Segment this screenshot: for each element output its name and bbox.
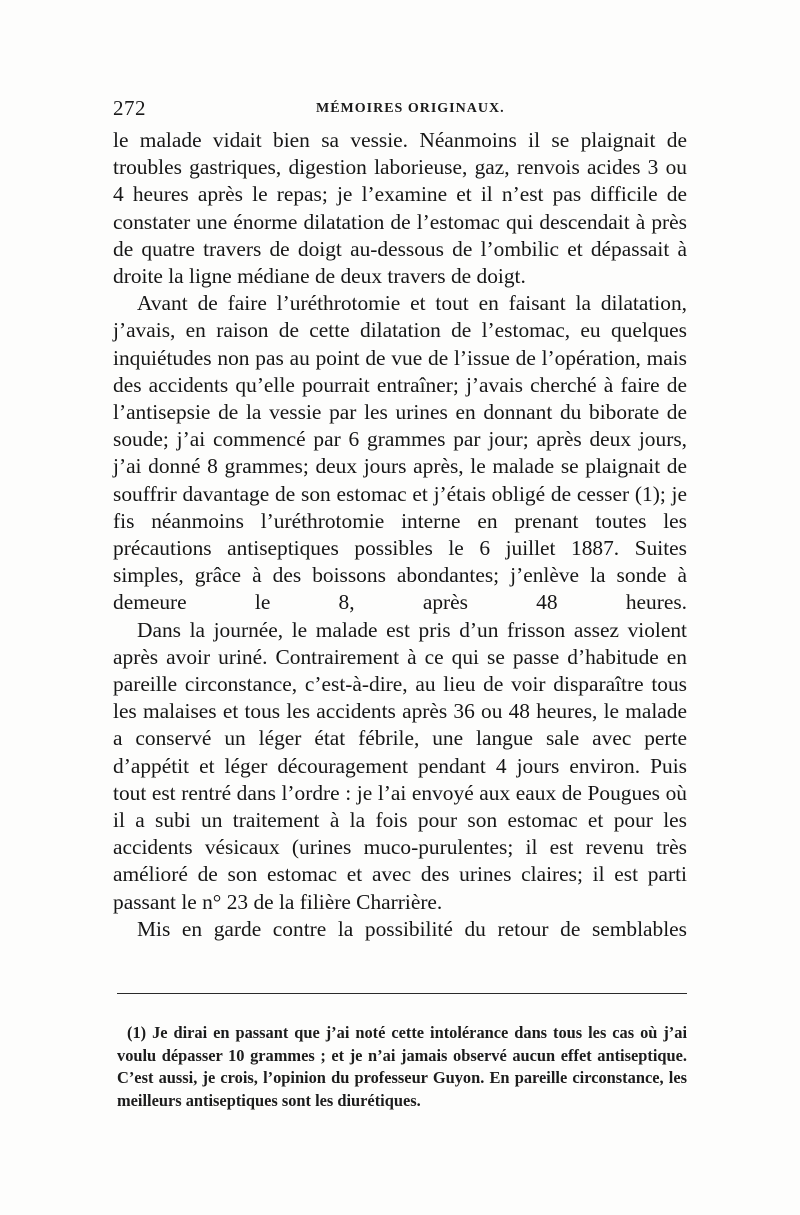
footnote: (1) Je dirai en passant que j’ai noté cette intolérance dans tous les cas où j’ai voulu dépasser 10 grammes ; et je n’ai jamais observé aucun effet antiseptique. C’est aussi, je crois, l’opinion du professeur Guyon. En pareille circonstance, les meilleurs antiseptiques sont les diurétiques. xyxy=(117,1023,687,1110)
page-number: 272 xyxy=(113,96,146,120)
footnote-rule xyxy=(117,993,687,994)
paragraph-surgery: Avant de faire l’uréthrotomie et tout en faisant la dilatation, j’avais, en raison de cette dilatation de l’estomac, eu quelques inquiétudes non pas au point de vue de l’issue de l’opération, mais des accidents qu’elle pourrait entraîner; j’avais cherché à faire de l’antisepsie de la vessie par les urines en donnant du biborate de soude; j’ai commencé par 6 grammes par jour; après deux jours, j’ai donné 8 grammes; deux jours après, le malade se plaignait de souffrir davantage de son estomac et j’étais obligé de cesser (1); je fis néanmoins l’uréthrotomie interne en prenant toutes les précautions antiseptiques possibles le 6 juillet 1887. Suites simples, grâce à des boissons abondantes; j’enlève la sonde à demeure le 8, après 48 heures. xyxy=(113,291,687,615)
running-head: MÉMOIRES ORIGINAUX. xyxy=(316,101,505,116)
paragraph-final: Mis en garde contre la possibilité du retour de semblables xyxy=(137,916,687,941)
page-header xyxy=(113,96,687,124)
paragraph-continuation: le malade vidait bien sa vessie. Néanmoins il se plaignait de troubles gastriques, digestion laborieuse, gaz, renvois acides 3 ou 4 heures après le repas; je l’examine et il n’est pas difficile de constater une énorme dilatation de l’estomac qui descendait à près de quatre travers de doigt au-dessous de l’ombilic et dépassait à droite la ligne médiane de deux travers de doigt. xyxy=(113,128,687,289)
body-text xyxy=(113,127,687,943)
paragraph-recovery: Dans la journée, le malade est pris d’un frisson assez violent après avoir uriné. Contrairement à ce qui se passe d’habitude en pareille circonstance, c’est-à-dire, au lieu de voir disparaître tous les malaises et tous les accidents après 36 ou 48 heures, le malade a conservé un léger état fébrile, une langue sale avec perte d’appétit et léger découragement pendant 4 jours environ. Puis tout est rentré dans l’ordre : je l’ai envoyé aux eaux de Pougues où il a subi un traitement à la fois pour son estomac et pour les accidents vésicaux (urines muco-purulentes; il est revenu très amélioré de son estomac et avec des urines claires; il est parti passant le n° 23 de la filière Charrière. xyxy=(113,617,687,914)
